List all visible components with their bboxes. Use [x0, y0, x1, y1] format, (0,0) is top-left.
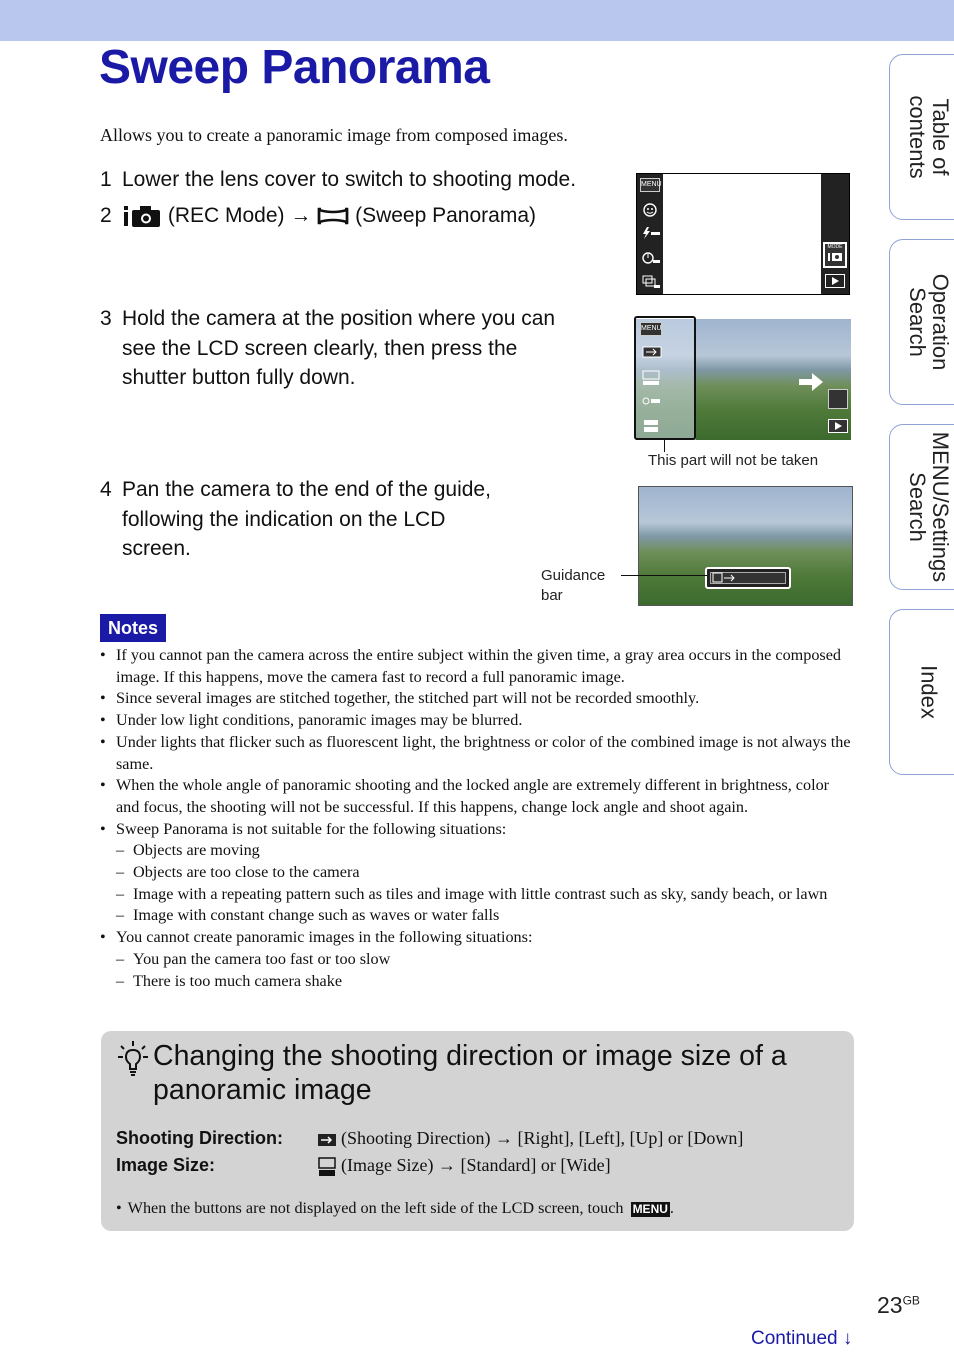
- flash-auto-icon: [641, 226, 661, 240]
- lcd-right-buttons: [821, 174, 849, 294]
- guidance-caption-line: bar: [541, 587, 563, 604]
- tab-label: Index: [916, 665, 942, 719]
- image-size-icon: [317, 1157, 337, 1177]
- lcd-screen-shooting-mode: [636, 173, 850, 295]
- rec-mode-icon: [122, 203, 162, 229]
- note-item: [100, 819, 855, 928]
- note-item: • When the whole angle of panoramic shooting and the locked angle are extremely different in brightness, color and focus, the shooting will not be successful. If this happens, change lock angle and shoot again.: [100, 775, 855, 818]
- shooting-direction-row: [116, 1128, 743, 1149]
- image-size-row: [116, 1155, 611, 1177]
- exposure-icon: [642, 394, 662, 408]
- menu-button: MENU: [640, 178, 660, 192]
- step-number: 1: [100, 168, 112, 191]
- caption-pointer-line: [664, 440, 665, 452]
- notes-list: [100, 645, 855, 992]
- note-item: • If you cannot pan the camera across the entire subject within the given time, a gray area occurs in the composed image. If this happens, move the camera fast to record a full panoramic image.: [100, 645, 855, 688]
- tab-label: Table of contents: [905, 95, 953, 179]
- continued-link[interactable]: [751, 1328, 852, 1350]
- step-text: Lower the lens cover to switch to shooting mode.: [122, 168, 577, 191]
- tab-table-of-contents[interactable]: [889, 54, 954, 220]
- step-text: [122, 201, 536, 231]
- hint-note-text: When the buttons are not displayed on the left side of the LCD screen, touch: [127, 1199, 624, 1217]
- step-text-line: screen.: [122, 537, 191, 560]
- step-3: [100, 304, 620, 396]
- smile-icon: [642, 202, 658, 218]
- tab-operation-search[interactable]: [889, 239, 954, 405]
- step-4: [100, 475, 540, 567]
- note-item: • Since several images are stitched together, the stitched part will not be recorded smoothly.: [100, 688, 855, 710]
- sweep-panorama-icon: [317, 206, 349, 226]
- mode-label: MODE: [827, 244, 843, 250]
- guidance-pointer-line: [621, 575, 707, 576]
- shooting-direction-icon: [642, 346, 662, 358]
- note-sub-list: [116, 949, 855, 992]
- menu-icon: MENU: [632, 1202, 668, 1216]
- image-size-value: (Image Size) → [Standard] or [Wide]: [341, 1155, 611, 1175]
- lcd-left-buttons: [637, 174, 663, 294]
- step-text-line: see the LCD screen clearly, then press the: [122, 336, 518, 360]
- lcd-screen-panning: [638, 486, 853, 606]
- tab-menu-settings-search[interactable]: [889, 424, 954, 590]
- self-timer-icon: [641, 250, 661, 266]
- rec-mode-label: (REC Mode): [167, 204, 285, 227]
- note-item: [100, 927, 855, 992]
- burst-icon: [641, 274, 661, 290]
- tab-index[interactable]: [889, 609, 954, 775]
- sweep-panorama-label: (Sweep Panorama): [355, 204, 536, 227]
- playback-icon: [825, 274, 845, 288]
- step-text-line: Hold the camera at the position where you can: [122, 307, 556, 330]
- mode-button: [828, 389, 848, 409]
- guidance-arrow-icon: [712, 572, 738, 584]
- note-item: • Under lights that flicker such as fluorescent light, the brightness or color of the combined image is not always the same.: [100, 732, 855, 775]
- menu-button: MENU: [640, 322, 662, 336]
- hint-title: Changing the shooting direction or image size of a panoramic image: [153, 1040, 787, 1106]
- step-number: 3: [100, 307, 112, 330]
- note-item-text: • Sweep Panorama is not suitable for the following situations:: [116, 819, 507, 838]
- rec-mode-small-icon: [827, 250, 843, 262]
- page-suffix: GB: [902, 1293, 920, 1308]
- right-arrow-icon: [798, 371, 824, 393]
- tab-label: Operation Search: [905, 273, 953, 371]
- hint-box: [101, 1031, 854, 1231]
- note-sub-item: – Image with constant change such as waves or water falls: [116, 905, 855, 927]
- step-2: [100, 201, 620, 233]
- image-size-icon: [642, 370, 662, 386]
- hint-note: • When the buttons are not displayed on the left side of the LCD screen, touch MENU .: [116, 1199, 674, 1217]
- page-number: [877, 1292, 920, 1319]
- page-number-value: 23: [877, 1292, 903, 1318]
- step-text-line: following the indication on the LCD: [122, 507, 446, 531]
- notes-tag: Notes: [100, 614, 166, 642]
- continued-label: Continued: [751, 1328, 838, 1349]
- guidance-bar: [705, 567, 791, 589]
- shooting-direction-icon: [317, 1133, 337, 1147]
- hint-lightbulb-icon: [115, 1037, 151, 1077]
- guidance-caption: [541, 566, 605, 606]
- shooting-direction-value: (Shooting Direction) → [Right], [Left], [Up] or [Down]: [341, 1128, 744, 1148]
- page-title: Sweep Panorama: [99, 41, 490, 94]
- note-item: • Under low light conditions, panoramic images may be blurred.: [100, 710, 855, 732]
- guidance-caption-line: Guidance: [541, 567, 606, 584]
- white-balance-icon: [642, 418, 662, 434]
- not-taken-caption: This part will not be taken: [648, 452, 819, 469]
- shooting-direction-label: Shooting Direction:: [116, 1128, 283, 1148]
- step-number: 4: [100, 478, 112, 501]
- step-number: 2: [100, 204, 112, 227]
- mode-button: [823, 242, 847, 268]
- note-sub-item: – Objects are moving: [116, 840, 855, 862]
- down-arrow-icon: ↓: [842, 1328, 853, 1349]
- note-sub-list: [116, 840, 855, 927]
- step-text-line: Pan the camera to the end of the guide,: [122, 478, 491, 501]
- arrow: →: [290, 204, 312, 227]
- intro-text: Allows you to create a panoramic image from composed images.: [100, 125, 568, 145]
- note-sub-item: – You pan the camera too fast or too slow: [116, 949, 855, 971]
- image-size-label: Image Size:: [116, 1155, 216, 1175]
- playback-icon: [828, 419, 848, 433]
- tab-label: MENU/Settings Search: [905, 431, 953, 583]
- left-buttons-frame: [634, 316, 696, 440]
- note-sub-item: – Image with a repeating pattern such as tiles and image with little contrast such as sky, sandy beach, or lawn: [116, 884, 855, 906]
- top-banner: [0, 0, 954, 41]
- step-text-line: shutter button fully down.: [122, 366, 356, 389]
- note-sub-item: – There is too much camera shake: [116, 971, 855, 993]
- note-item-text: • You cannot create panoramic images in the following situations:: [116, 928, 533, 947]
- note-sub-item: – Objects are too close to the camera: [116, 862, 855, 884]
